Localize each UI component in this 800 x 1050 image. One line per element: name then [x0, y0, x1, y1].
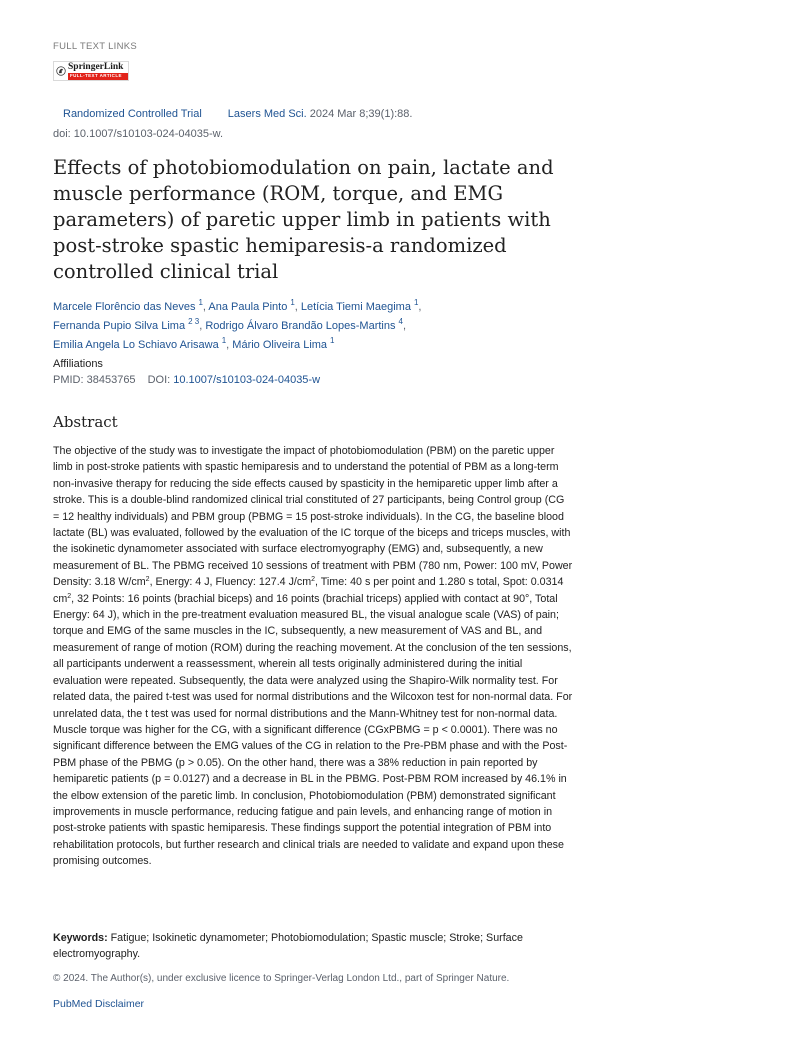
article-title: Effects of photobiomodulation on pain, lactate and muscle performance (ROM, torque, and EMG parameters) of paretic upper limb in patients with post-stroke spastic hemiparesis-a randomized controlled clinical trial [53, 156, 554, 283]
keywords [53, 930, 573, 963]
author-link[interactable]: Fernanda Pupio Silva Lima [53, 320, 186, 332]
springer-horse-icon [56, 64, 66, 78]
citation-details: 2024 Mar 8;39(1):88. [309, 108, 413, 120]
author-link[interactable]: Emilia Angela Lo Schiavo Arisawa [53, 339, 219, 351]
keywords-label: Keywords: [53, 932, 108, 944]
keywords-text: Fatigue; Isokinetic dynamometer; Photobiomodulation; Spastic muscle; Stroke; Surface electromyography. [53, 932, 523, 961]
springerlink-brand: SpringerLink [68, 61, 124, 72]
journal-link[interactable]: Lasers Med Sci. [227, 108, 307, 120]
affiliations-toggle[interactable]: Affiliations [53, 358, 103, 370]
full-text-links-label: FULL TEXT LINKS [53, 41, 138, 52]
doi-link[interactable]: 10.1007/s10103-024-04035-w [173, 374, 321, 386]
abstract-heading: Abstract [53, 413, 118, 431]
citation-line [63, 108, 412, 120]
abstract-body: The objective of the study was to investigate the impact of photobiomodulation (PBM) on the paretic upper limb in post-stroke patients with spastic hemiparesis and to understand the potential of PBM as a long-term non-invasive therapy for reducing the side effects caused by spasticity in the hemiparetic upper limb after a stroke. This is a double-blind randomized clinical trial constituted of 27 participants, being Control group (CG = 12 healthy individuals) and PBM group (PBMG = 15 post-stroke individuals). In the CG, the baseline blood lactate (BL) was evaluated, followed by the evaluation of the IC torque of the biceps and triceps muscles, with the isokinetic dynamometer associated with surface electromyography (EMG) and, subsequently, a new measurement of BL. The PBMG received 10 sessions of treatment with PBM (780 nm, Power: 100 mV, Power Density: 3.18 $W/cm^2$, Energy: 4 J, Fluency: 127.4 $J/cm^2$, Time: 40 s per point and 1.280 s total, Spot: 0.0314 $cm^2$, 32 Points: 16 points (brachial biceps) and 16 points (brachial triceps) applied with contact at 90°, Total Energy: 64 J), which in the pre-treatment evaluation measured BL, the visual analogue scale (VAS) of pain; torque and EMG of the same muscles in the IC, subsequently, a new measurement of VAS and BL, and measurement of range of motion (ROM) during the reaching movement. At the conclusion of the ten sessions, all participants underwent a reassessment, wherein all tests originally administered during the initial evaluation were repeated. Subsequently, the data were analyzed using the Shapiro-Wilk normality test. For related data, the paired t-test was used for normal distributions and the Wilcoxon test for non-normal data. For unrelated data, the t test was used for normal distributions and the Mann-Whitney test for non-normal data. Muscle torque was higher for the CG, with a significant difference (CGxPBMG = p < 0.0001). There was no significant difference between the EMG values of the CG in relation to the Pre-PBM phase and with the Post-PBM phase of the PBMG (p > 0.05). On the other hand, there was a 38% reduction in pain reported by hemiparetic patients (p = 0.0127) and a decrease in BL in the PBMG. Post-PBM ROM increased by 46.1% in the elbow extension of the paretic limb. In conclusion, Photobiomodulation (PBM) demonstrated significant improvements in muscle performance, reducing fatigue and pain levels, and enhancing range of motion in post-stroke patients with spastic hemiparesis. These findings support the potential integration of PBM into rehabilitation protocols, but further research and clinical trials are needed to validate and expand upon these promising outcomes. [53, 445, 573, 868]
author-list: Marcele Florêncio das Neves $^1$, Ana Paula Pinto $^1$, Letícia Tiemi Maegima $^1$, Fernanda Pupio Silva Lima $^{2 3}$, Rodrigo Álvaro Brandão Lopes-Martins $^4$, Emilia Angela Lo Schiavo Arisawa $^1$, Mário Oliveira Lima $^1$ [53, 298, 422, 351]
springerlink-full-text-button[interactable] [53, 61, 129, 81]
pmid: PMID: 38453765 [53, 374, 136, 386]
affiliation-marker[interactable]: 1 [290, 298, 295, 307]
author-link[interactable]: Rodrigo Álvaro Brandão Lopes-Martins [205, 320, 396, 332]
publication-type-link[interactable]: Randomized Controlled Trial [63, 108, 202, 120]
affiliation-marker[interactable]: 1 [413, 298, 419, 307]
author-link[interactable]: Ana Paula Pinto [208, 301, 288, 313]
author-link[interactable]: Mário Oliveira Lima [232, 339, 328, 351]
doi-label: DOI: [147, 374, 171, 386]
doi-line: doi: 10.1007/s10103-024-04035-w. [53, 128, 224, 140]
affiliation-marker[interactable]: 2 3 [188, 317, 200, 326]
author-link[interactable]: Letícia Tiemi Maegima [300, 301, 411, 313]
affiliation-marker[interactable]: 1 [198, 298, 203, 307]
affiliation-marker[interactable]: 1 [330, 336, 335, 345]
copyright-notice: © 2024. The Author(s), under exclusive licence to Springer-Verlag London Ltd., part of Springer Nature. [53, 973, 510, 984]
identifiers [53, 374, 320, 386]
pubmed-disclaimer-link[interactable]: PubMed Disclaimer [53, 998, 145, 1010]
author-link[interactable]: Marcele Florêncio das Neves [53, 301, 196, 313]
full-text-article-tag: FULL-TEXT ARTICLE [68, 73, 128, 80]
affiliation-marker[interactable]: 1 [221, 336, 227, 345]
affiliation-marker[interactable]: 4 [398, 317, 403, 326]
